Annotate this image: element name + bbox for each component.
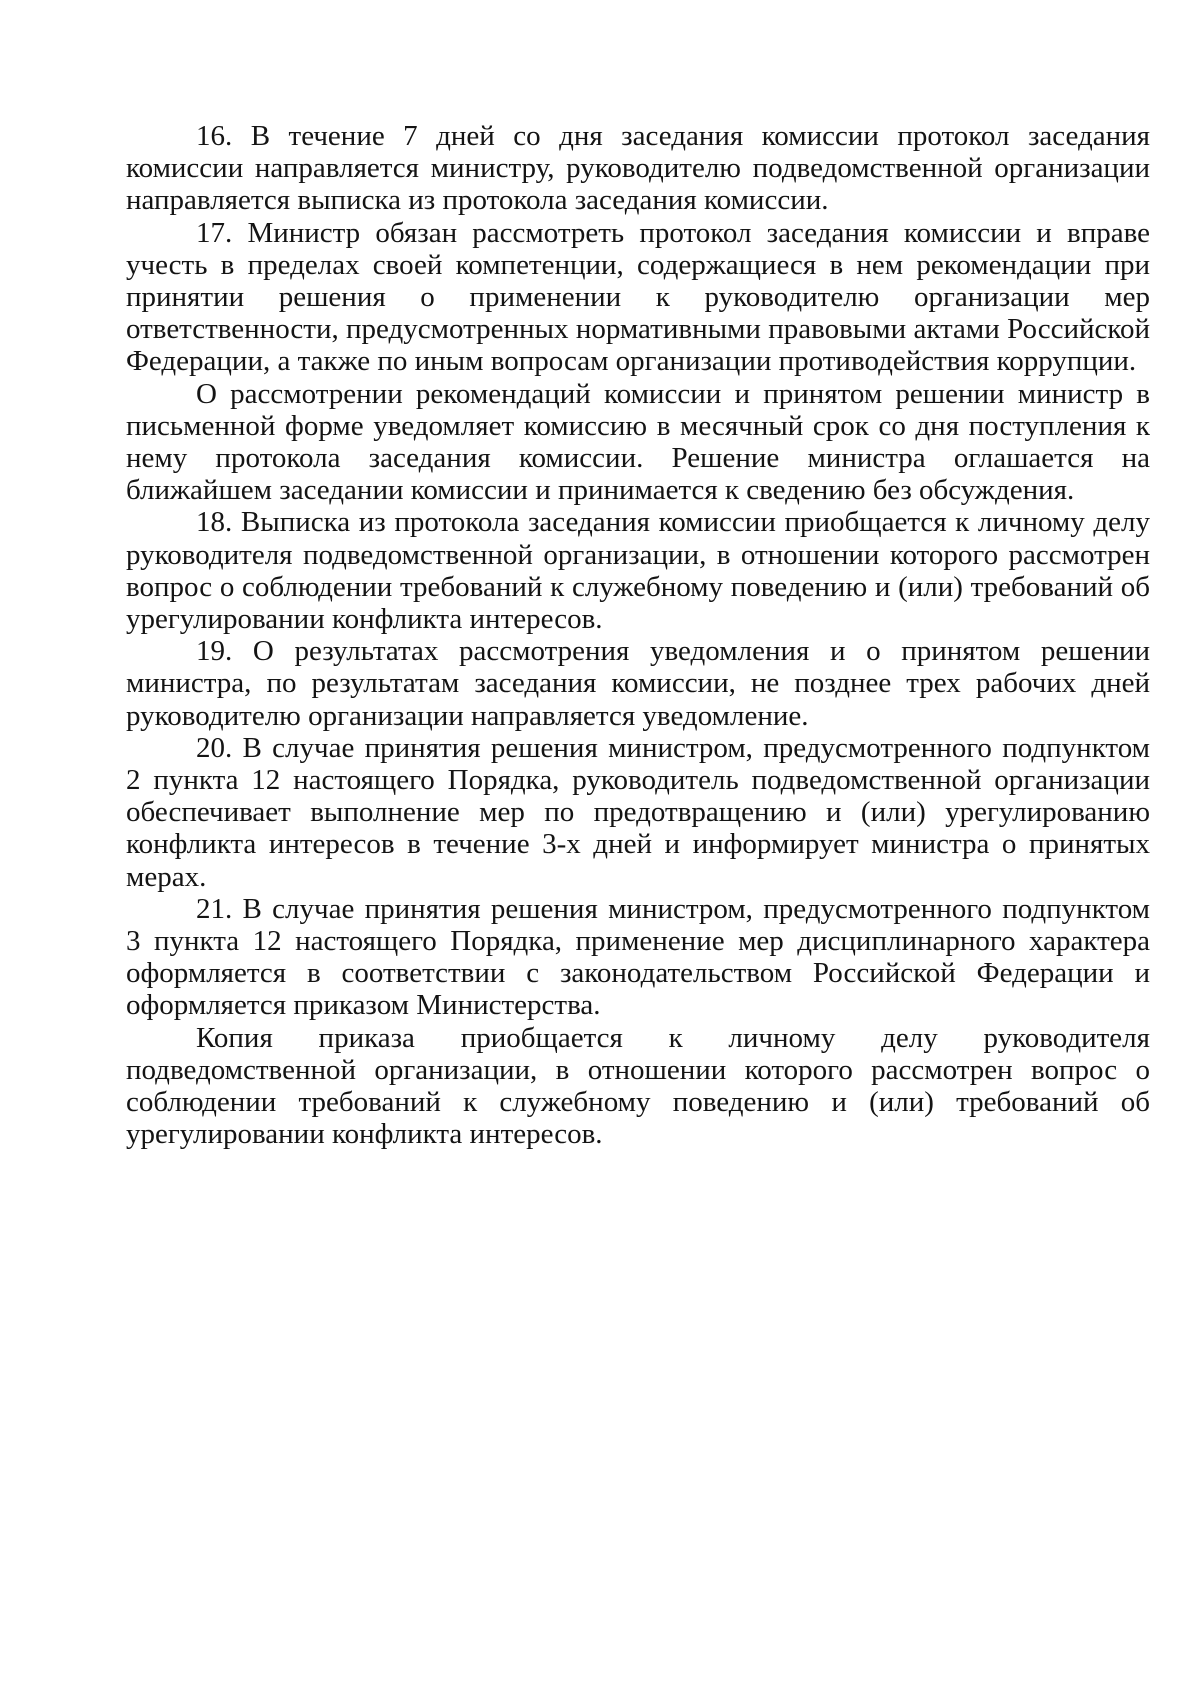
paragraph-21: 21. В случае принятия решения министром, предусмотренного подпунктом 3 пункта 12 настоящего Порядка, применение мер дисциплинарного характера оформляется в соответствии с законодательством Российской Федерации и оформляется приказом Министерства. — [126, 892, 1150, 1022]
paragraph-16: 16. В течение 7 дней со дня заседания комиссии протокол заседания комиссии направляется министру, руководителю подведомственной организации направляется выписка из протокола заседания комиссии. — [126, 120, 1150, 217]
paragraph-20: 20. В случае принятия решения министром, предусмотренного подпунктом 2 пункта 12 настоящего Порядка, руководитель подведомственной организации обеспечивает выполнение мер по предотвращению и (или) урегулированию конфликта интересов в течение 3-х дней и информирует министра о принятых мерах. — [126, 731, 1150, 893]
document-body — [126, 120, 1150, 1151]
paragraph-19: 19. О результатах рассмотрения уведомления и о принятом решении министра, по результатам заседания комиссии, не позднее трех рабочих дней руководителю организации направляется уведомление. — [126, 635, 1150, 732]
paragraph-17: 17. Министр обязан рассмотреть протокол заседания комиссии и вправе учесть в пределах своей компетенции, содержащиеся в нем рекомендации при принятии решения о применении к руководителю организации мер ответственности, предусмотренных нормативными правовыми актами Российской Федерации, а также по иным вопросам организации противодействия коррупции. — [126, 216, 1150, 378]
paragraph-18: 18. Выписка из протокола заседания комиссии приобщается к личному делу руководителя подведомственной организации, в отношении которого рассмотрен вопрос о соблюдении требований к служебному поведению и (или) требований об урегулировании конфликта интересов. — [126, 506, 1150, 636]
paragraph-17-continuation: О рассмотрении рекомендаций комиссии и принятом решении министр в письменной форме уведомляет комиссию в месячный срок со дня поступления к нему протокола заседания комиссии. Решение министра оглашается на ближайшем заседании комиссии и принимается к сведению без обсуждения. — [126, 377, 1150, 507]
paragraph-21-continuation: Копия приказа приобщается к личному делу руководителя подведомственной организации, в отношении которого рассмотрен вопрос о соблюдении требований к служебному поведению и (или) требований об урегулировании конфликта интересов. — [126, 1021, 1150, 1151]
